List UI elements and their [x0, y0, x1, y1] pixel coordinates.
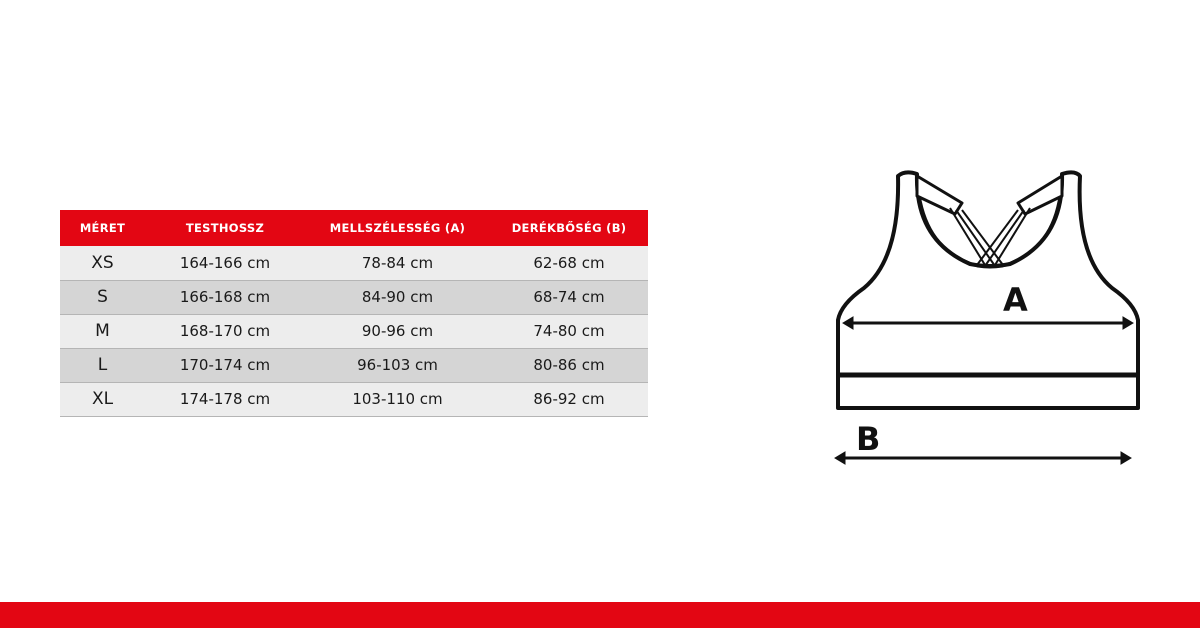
table-row [60, 314, 648, 348]
size-cell: L [60, 348, 145, 382]
waist-cell: 74-80 cm [490, 314, 648, 348]
table-row [60, 246, 648, 280]
header-waist: DERÉKBŐSÉG (B) [511, 221, 627, 235]
body-length-cell: 168-170 cm [145, 314, 305, 348]
left-strap [917, 176, 962, 214]
measurement-label-a: A [1003, 281, 1028, 319]
waist-cell: 62-68 cm [490, 246, 648, 280]
waist-cell: 68-74 cm [490, 280, 648, 314]
measurement-label-b: B [856, 420, 881, 458]
size-cell: M [60, 314, 145, 348]
size-cell: S [60, 280, 145, 314]
cross-straps [950, 208, 1030, 266]
header-chest-width: MELLSZÉLESSÉG (A) [329, 221, 466, 235]
body-length-cell: 164-166 cm [145, 246, 305, 280]
body-length-cell: 166-168 cm [145, 280, 305, 314]
header-body-length: TESTHOSSZ [185, 221, 265, 235]
chest-width-cell: 78-84 cm [305, 246, 490, 280]
table-row [60, 382, 648, 416]
table-row [60, 280, 648, 314]
chest-width-cell: 96-103 cm [305, 348, 490, 382]
table-header-row [60, 210, 648, 246]
waist-cell: 80-86 cm [490, 348, 648, 382]
chest-width-cell: 90-96 cm [305, 314, 490, 348]
size-cell: XS [60, 246, 145, 280]
header-size: MÉRET [79, 221, 126, 235]
right-strap [1018, 176, 1062, 214]
waist-cell: 86-92 cm [490, 382, 648, 416]
size-cell: XL [60, 382, 145, 416]
table-row [60, 348, 648, 382]
body-length-cell: 170-174 cm [145, 348, 305, 382]
bottom-accent-bar [0, 602, 1200, 628]
size-chart-table [60, 210, 648, 417]
chest-width-cell: 103-110 cm [305, 382, 490, 416]
body-length-cell: 174-178 cm [145, 382, 305, 416]
chest-width-cell: 84-90 cm [305, 280, 490, 314]
